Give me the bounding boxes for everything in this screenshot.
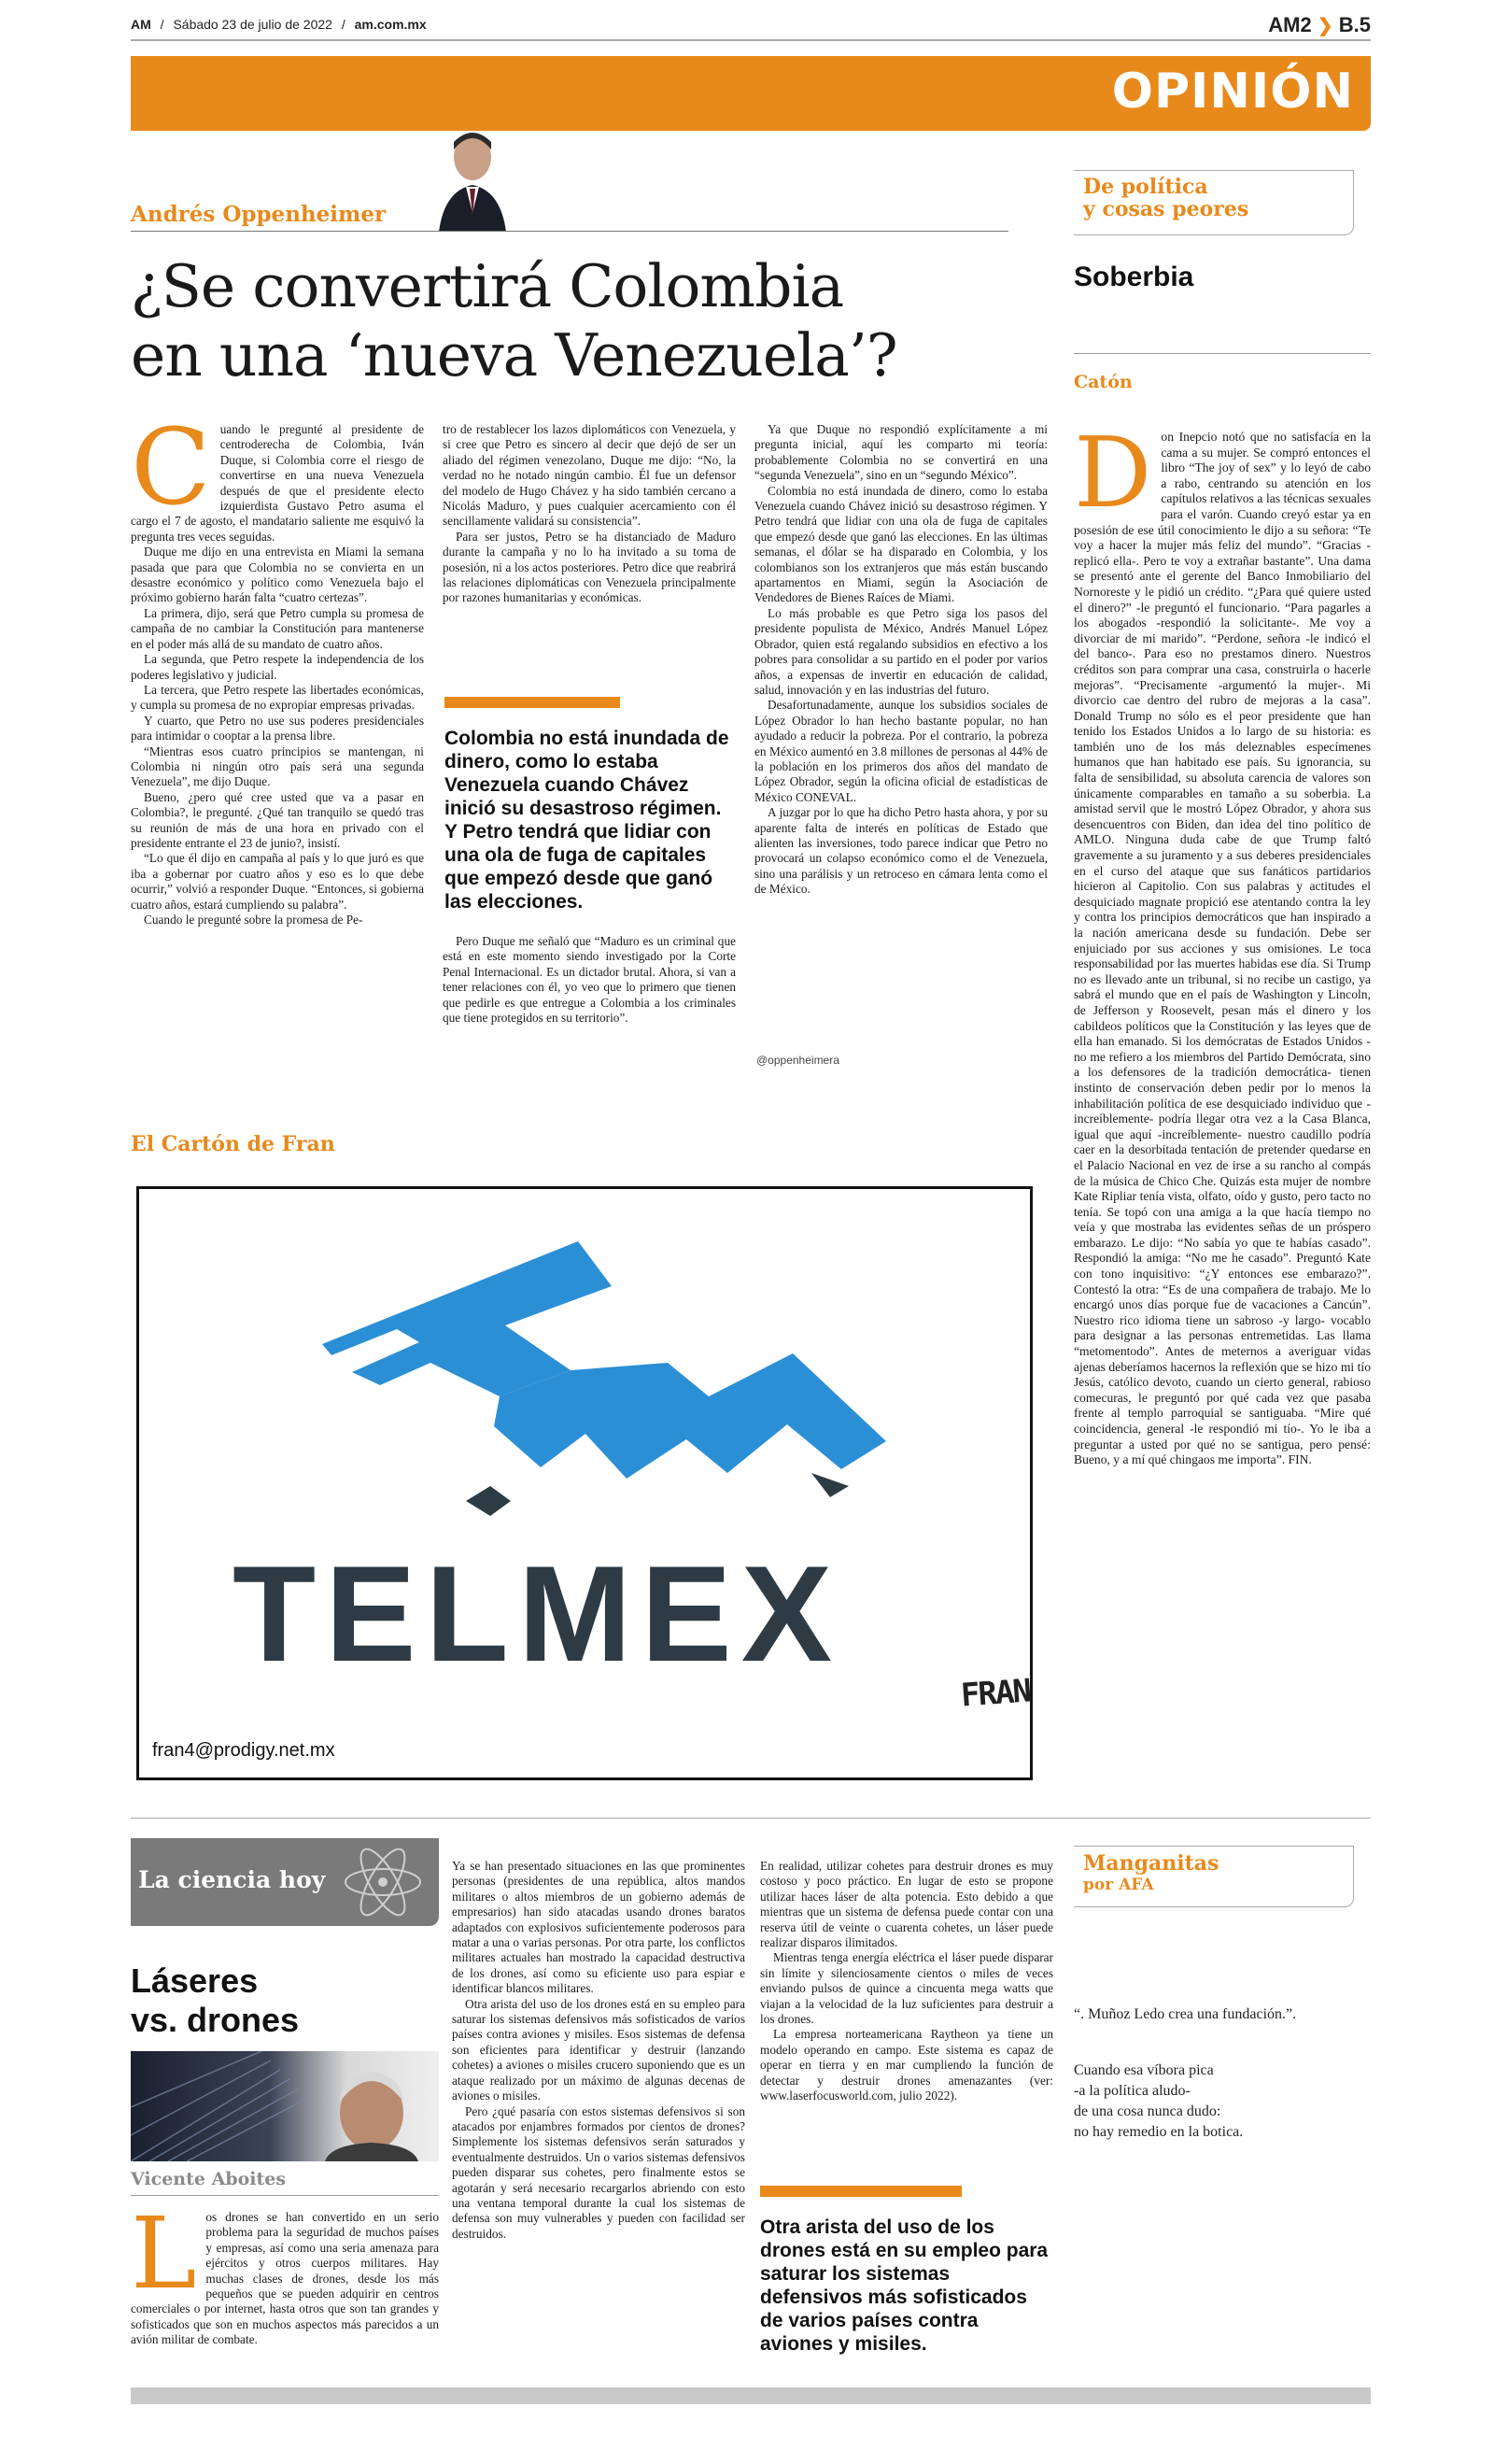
science-author: Vicente Aboites bbox=[131, 2169, 287, 2189]
paragraph: Pero Duque me señaló que “Maduro es un criminal que está en este momento siendo investigado por la Corte Penal Internacional. Es un dictador brutal. Ahora, si van a tener relaciones con él, yo veo que lo primero que tienen que pedirle es que entregue a Colombia a los criminales que tiene protegidos en su territorio”. bbox=[443, 934, 736, 1026]
caton-author: Catón bbox=[1074, 372, 1133, 392]
cartoonist-email[interactable]: fran4@prodigy.net.mx bbox=[152, 1740, 335, 1761]
science-pull-quote: Otra arista del uso de los drones está en su empleo para saturar los sistemas defensivos más sofisticados de varios países contra aviones y misiles. bbox=[760, 2216, 1049, 2355]
science-banner-title: La ciencia hoy bbox=[138, 1866, 326, 1893]
caton-kicker-line2: y cosas peores bbox=[1083, 197, 1249, 221]
paragraph: “Lo que él dijo en campaña al país y lo que juró es que iba a gobernar por cuatro años y eso es lo que debe ocurrir,” volvió a responder Duque. “Entonces, si gobierna cuatro años, estará cumpliendo su palabra”. bbox=[131, 851, 424, 912]
manganitas-byline: por AFA bbox=[1083, 1876, 1154, 1894]
verse-line: no hay remedio en la botica. bbox=[1074, 2124, 1244, 2140]
science-column-1 bbox=[131, 2196, 439, 2348]
science-pullquote-rule bbox=[760, 2186, 962, 2197]
cartoon-frame bbox=[136, 1186, 1033, 1780]
telmex-wordmark: TELMEX bbox=[233, 1537, 842, 1690]
section-title: OPINIÓN bbox=[1111, 64, 1354, 120]
paragraph: Para ser justos, Petro se ha distanciado de Maduro durante la campaña y no lo ha invitado a su toma de posesión, ni a los actos posteriores. Petro dice que reabrirá las relaciones diplomáticas con Venezuela principalmente por razones humanitarias y económicas. bbox=[443, 529, 736, 605]
science-column-2 bbox=[452, 1859, 745, 2242]
paragraph: La segunda, que Petro respete la independencia de los poderes legislativo y judicial. bbox=[131, 652, 424, 682]
article-column-2 bbox=[443, 422, 736, 606]
author-rule bbox=[131, 231, 1008, 232]
cartoon-label: El Cartón de Fran bbox=[131, 1132, 335, 1156]
manganitas-lead: “. Muñoz Ledo crea una fundación.”. bbox=[1074, 2006, 1297, 2022]
caton-drop-cap: D bbox=[1074, 416, 1152, 530]
header-left: AM / Sábado 23 de julio de 2022 / am.com.mx bbox=[131, 17, 427, 32]
paragraph: Cuando le pregunté sobre la promesa de Pe- bbox=[144, 913, 363, 927]
footer-bar bbox=[131, 2387, 1371, 2404]
article-column-2b bbox=[443, 934, 736, 1026]
paragraph: Duque me dijo en una entrevista en Miami la semana pasada que para que Colombia no se convierta en un desastre económico y político como Venezuela bajo el próximo gobierno harán falta “cuatro certezas”. bbox=[131, 545, 424, 605]
atom-icon bbox=[327, 1838, 439, 1926]
verse-line: de una cosa nunca dudo: bbox=[1074, 2103, 1221, 2119]
science-paragraph: En realidad, utilizar cohetes para destruir drones es muy costoso y poco práctico. En lugar de esto se propone utilizar haces láser de alta potencia. Esto debido a que mientras que un sistema de defensa puede contar con una reserva útil de veinte o cuarenta cohetes, un láser puede realizar disparos ilimitados. bbox=[760, 1859, 1053, 1950]
manganitas-title: Manganitas bbox=[1083, 1851, 1219, 1876]
science-author-photo bbox=[131, 2051, 439, 2161]
paper-name: AM bbox=[131, 17, 151, 32]
paragraph: La primera, dijo, será que Petro cumpla su promesa de campaña de no cambiar la Constitución para mantenerse en el poder más allá de su mandato de cuatro años. bbox=[131, 605, 424, 651]
paragraph: uando le pregunté al presidente de centroderecha de Colombia, Iván Duque, si Colombia corre el riesgo de convertirse en una nueva Venezuela después de que el presidente electo izquierdista Gustavo Petro asuma el cargo el 7 de agosto, el mandatario saliente me esquivó la pregunta tres veces seguidas. bbox=[131, 422, 424, 544]
manganitas-verse bbox=[1074, 2060, 1243, 2143]
article-title-line2: en una ‘nueva Venezuela’? bbox=[131, 321, 897, 389]
author-name: Andrés Oppenheimer bbox=[131, 202, 387, 227]
pullquote-rule bbox=[444, 697, 620, 708]
paragraph: “Mientras esos cuatro principios se mantengan, ni Colombia ni ningún otro país será una segunda Venezuela”, me dijo Duque. bbox=[131, 743, 424, 789]
paragraph: A juzgar por lo que ha dicho Petro hasta ahora, y por su aparente falta de interés en políticas de Estado que alienten las inversiones, todo parece indicar que Petro no provocará un colapso económico como el de Venezuela, sino una parálisis y un retroceso en cámara lenta como el de México. bbox=[754, 805, 1048, 897]
caton-kicker-line1: De política bbox=[1083, 175, 1208, 199]
science-title-line2: vs. drones bbox=[131, 2001, 300, 2039]
science-column-3 bbox=[760, 1859, 1053, 2104]
paragraph: Bueno, ¿pero qué cree usted que va a pasar en Colombia?, le pregunté. ¿Qué tan tranquilo se quedó tras su reunión de más de una hora en privado con el presidente entrante el 23 de junio?, insistí. bbox=[131, 789, 424, 850]
caton-text bbox=[1074, 416, 1371, 1468]
twitter-handle[interactable]: @oppenheimera bbox=[756, 1054, 839, 1067]
issue-date: Sábado 23 de julio de 2022 bbox=[173, 17, 332, 32]
article-title-line1: ¿Se convertirá Colombia bbox=[131, 252, 844, 320]
science-paragraph: La empresa norteamericana Raytheon ya tiene un modelo operando en campo. Este sistema es capaz de operar en tierra y en mar cumpliendo la función de detectar y destruir drones amenazantes (ver: www.laserfocusworld.com, julio 2022). bbox=[760, 2027, 1053, 2103]
caton-kicker bbox=[1083, 176, 1248, 220]
science-drop-cap: L bbox=[131, 2196, 197, 2311]
science-title bbox=[131, 1961, 299, 2040]
paragraph: Y cuarto, que Petro no use sus poderes presidenciales para intimidar o cooptar a la prensa libre. bbox=[131, 713, 424, 743]
section-code: AM2 bbox=[1268, 13, 1312, 36]
paragraph: Ya que Duque no respondió explícitamente a mi pregunta inicial, aquí les comparto mi teoría: probablemente Colombia no se convertirá en una “segunda Venezuela”, sino en un “segundo México”. bbox=[754, 422, 1048, 483]
header-rule bbox=[131, 39, 1371, 41]
caton-title: Soberbia bbox=[1074, 262, 1194, 292]
article-title bbox=[131, 252, 897, 390]
drop-cap: C bbox=[131, 407, 211, 529]
author-photo bbox=[435, 123, 510, 232]
cartoonist-signature: FRAN bbox=[959, 1672, 1032, 1715]
paragraph: Desafortunadamente, aunque los subsidios sociales de López Obrador lo han hecho bastante popular, no han ayudado a reducir la pobreza. Por el contrario, la pobreza en México aumentó en 3.8 millones de personas al 44% de la población en los primeros dos años del mandato de López Obrador, según la oficina oficial de estadísticas de México CONEVAL. bbox=[754, 698, 1048, 804]
article-column-1 bbox=[131, 407, 424, 928]
paragraph: tro de restablecer los lazos diplomáticos con Venezuela, y si cree que Petro es sincero al decir que dejó de ser un aliado del régimen venezolano, Duque me dijo: “No, la verdad no he notado ningún cambio. Él fue un defensor del modelo de Hugo Chávez y ha sido también cercano a Nicolás Maduro, y pues cualquier acercamiento con él sencillamente validará su consistencia”. bbox=[443, 422, 736, 529]
paragraph: La tercera, que Petro respete las libertades económicas, y cumpla su promesa de no expropiar empresas privadas. bbox=[131, 682, 424, 713]
bottom-rule bbox=[131, 1818, 1371, 1819]
science-paragraph: Ya se han presentado situaciones en las que prominentes personas (presidentes de una república, altos mandos militares o altos miembros de un gobierno además de empresarios) han sido atacadas usando drones baratos adaptados con explosivos suficientemente poderosos para matar a una o varias personas. Por otra parte, los conflictos militares actuales han mostrado la capacidad destructiva de los drones, así como su eficiente uso para espiar e identificar blancos militares. bbox=[452, 1859, 745, 1996]
verse-line: -a la política aludo- bbox=[1074, 2083, 1191, 2099]
science-paragraph: Mientras tenga energía eléctrica el láser puede disparar sin límite y silenciosamente cientos o miles de veces enviando pulsos de quince a cincuenta mega watts que viajan a la velocidad de la luz suficientes para destruir a los drones. bbox=[760, 1950, 1053, 2027]
science-title-line1: Láseres bbox=[131, 1961, 259, 2000]
science-banner bbox=[131, 1838, 439, 1926]
caton-paragraph: on Inepcio notó que no satisfacía en la cama a su mujer. Se compró entonces el libro “The joy of sex” y lo leyó de cabo a rabo, centrando su atención en los capítulos relativos a las técnicas sexuales para el varón. Cuando creyó estar ya en posesión de ese útil conocimiento le dijo a su señora: “Te voy a hacer la mujer más feliz del mundo”. “Gracias -replicó ella-. Pero te voy a extrañar bastante”. Una dama se presentó ante el gerente del Banco Inmobiliario del Nornoreste y le pidió un crédito. “¿Para qué quiere usted el dinero?” -le preguntó el funcionario. “Para pagarles a los abogados -respondió la solicitante-. Me voy a divorciar de mi marido”. “Perdone, señora -le indicó el del banco-. Para eso no prestamos dinero. Nuestros créditos son para comprar una casa, construirla o hacerle mejoras”. “Precisamente -argumentó la mujer-. Mi divorcio cae dentro del rubro de mejoras a la casa”. Donald Trump no sólo es el peor presidente que han tenido los Estados Unidos a lo largo de su historia: es también uno de los más deleznables especímenes humanos que han habitado ese país. Su ignorancia, su falta de sensibilidad, su absoluta carencia de valores son únicamente comparables en tamaño a su soberbia. La amistad servil que le mostró López Obrador, y ahora sus desencuentros con Biden, dan idea del tino político de AMLO. Ninguna duda cabe de que Trump faltó gravemente a su juramento y a sus deberes presidenciales en el curso del ataque que sus fanáticos partidarios hicieron al Capitolio. Con sus palabras y actitudes el desquiciado magnate propició ese atentando contra la ley y contra los principios democráticos que han inspirado a la nación americana desde su fundación. Debe ser enjuiciado por sus acciones y sus omisiones. Le toca responsabilidad por las muertes habidas ese día. Si Trump no es llevado ante un tribunal, si no recibe un castigo, ya sabrá el mundo que en el país de Washington y Lincoln, de Jefferson y Roosevelt, pesan más el dinero y los cabildeos políticos que la Constitución y las leyes que de ella han emanado. Si los demócratas de Estados Unidos -no me refiero a los miembros del Partido Demócrata, sino a los defensores de la tradición democrática- tienen instinto de conservación deben pedir por lo menos la inhabilitación política de ese desquiciado individuo que -increíblemente- podría llegar otra vez a la Casa Blanca, igual que aquí -increíblemente- nuestro caudillo podría caer en la desorbitada tentación de pretender quedarse en el Palacio Nacional en vez de irse a su rancho al compás de la música de Chico Che. Quizás esta mujer de nombre Kate Ripliar tenía vista, olfato, oído y gusto, pero tacto no tenía. Se topó con una amiga a la que hacía tiempo no veía y que mostraba las evidentes señas de un próspero embarazo. Le dijo: “No sabía yo que te habías casado”. Respondió la amiga: “No me he casado”. Preguntó Kate con tono inquisitivo: “¿Y entonces ese embarazo?”. Contestó la otra: “Es de una compañera de trabajo. Me lo encargó unos días porque fue de vacaciones a Cancún”. Nuestro rico idioma tiene un sabroso -y largo- vocablo para designar a las personas entremetidas. Las llama “metomentodo”. Antes de meternos a averiguar vidas ajenas deberíamos hacernos la reflexión que se hizo mi tío Jesús, católico devoto, cuando un cierto general, rabioso comecuras, le preguntó por qué cada vez que pasaba frente al templo parroquial se santiguaba. “Mire qué coincidencia, general -le respondió mi tío-. Yo le iba a preguntar a usted por qué no se santigua, pero pensé: Bueno, y a mí qué chingaos me importa”. FIN. bbox=[1074, 430, 1371, 1467]
page-number: AM2 ❯ B.5 bbox=[1268, 13, 1371, 36]
science-paragraph: os drones se han convertido en un serio problema para la seguridad de muchos países y empresas, así como una seria amenaza para ejércitos y otros cuerpos militares. Hay muchas clases de drones, desde los más pequeños que se pueden adquirir en centros comerciales o por internet, hasta otros que son tan grandes y sofisticados que son en muchos aspectos más parecidos a un avión militar de combate. bbox=[131, 2210, 439, 2347]
page-code: B.5 bbox=[1338, 13, 1371, 36]
pull-quote: Colombia no está inundada de dinero, como lo estaba Venezuela cuando Chávez inició su desastroso régimen. Y Petro tendrá que lidiar con una ola de fuga de capitales que empezó desde que ganó las elecciones. bbox=[444, 728, 729, 913]
science-paragraph: Pero ¿qué pasaría con estos sistemas defensivos si son atacados por enjambres formados por cientos de drones? Simplemente los sistemas defensivos serán saturados y eventualmente destruidos. Un o varios sistemas defensivos pueden disparar sus cohetes, pero finalmente estos se agotarán y será necesario recargarlos abriendo con esto una ventana temporal durante la cual los sistemas de defensa son muy vulnerables y pueden con facilidad ser destruidos. bbox=[452, 2103, 745, 2241]
article-column-3 bbox=[754, 422, 1048, 898]
science-paragraph: Otra arista del uso de los drones está en su empleo para saturar los sistemas defensivos más sofisticados de varios países contra aviones y misiles. Esos sistemas de defensa son eficientes para identificar y destruir (lanzando cohetes) a aviones o misiles crucero suponiendo que es un ataque realizado por un máximo de algunas decenas de aviones o misiles. bbox=[452, 1996, 745, 2103]
site-url[interactable]: am.com.mx bbox=[354, 17, 427, 32]
verse-line: Cuando esa víbora pica bbox=[1074, 2062, 1214, 2078]
caton-rule bbox=[1074, 353, 1371, 354]
paragraph: Colombia no está inundada de dinero, como lo estaba Venezuela cuando Chávez inició su desastroso régimen. Y Petro tendrá que lidiar con una ola de fuga de capitales que empezó desde que ganó las elecciones. En las últimas semanas, el dólar se ha disparado en Colombia, y los colombianos son los extranjeros que más están buscando apartamentos en Miami, según la Asociación de Vendedores de Bienes Raíces de Miami. bbox=[754, 483, 1048, 605]
paragraph: Lo más probable es que Petro siga los pasos del presidente populista de México, Andrés Manuel López Obrador, quien está regalando subsidios en efectivo a los pobres para consolidar a su partido en el poder por varios años, a expensas de invertir en educación de calidad, salud, innovación y en las industrias del futuro. bbox=[754, 605, 1048, 697]
